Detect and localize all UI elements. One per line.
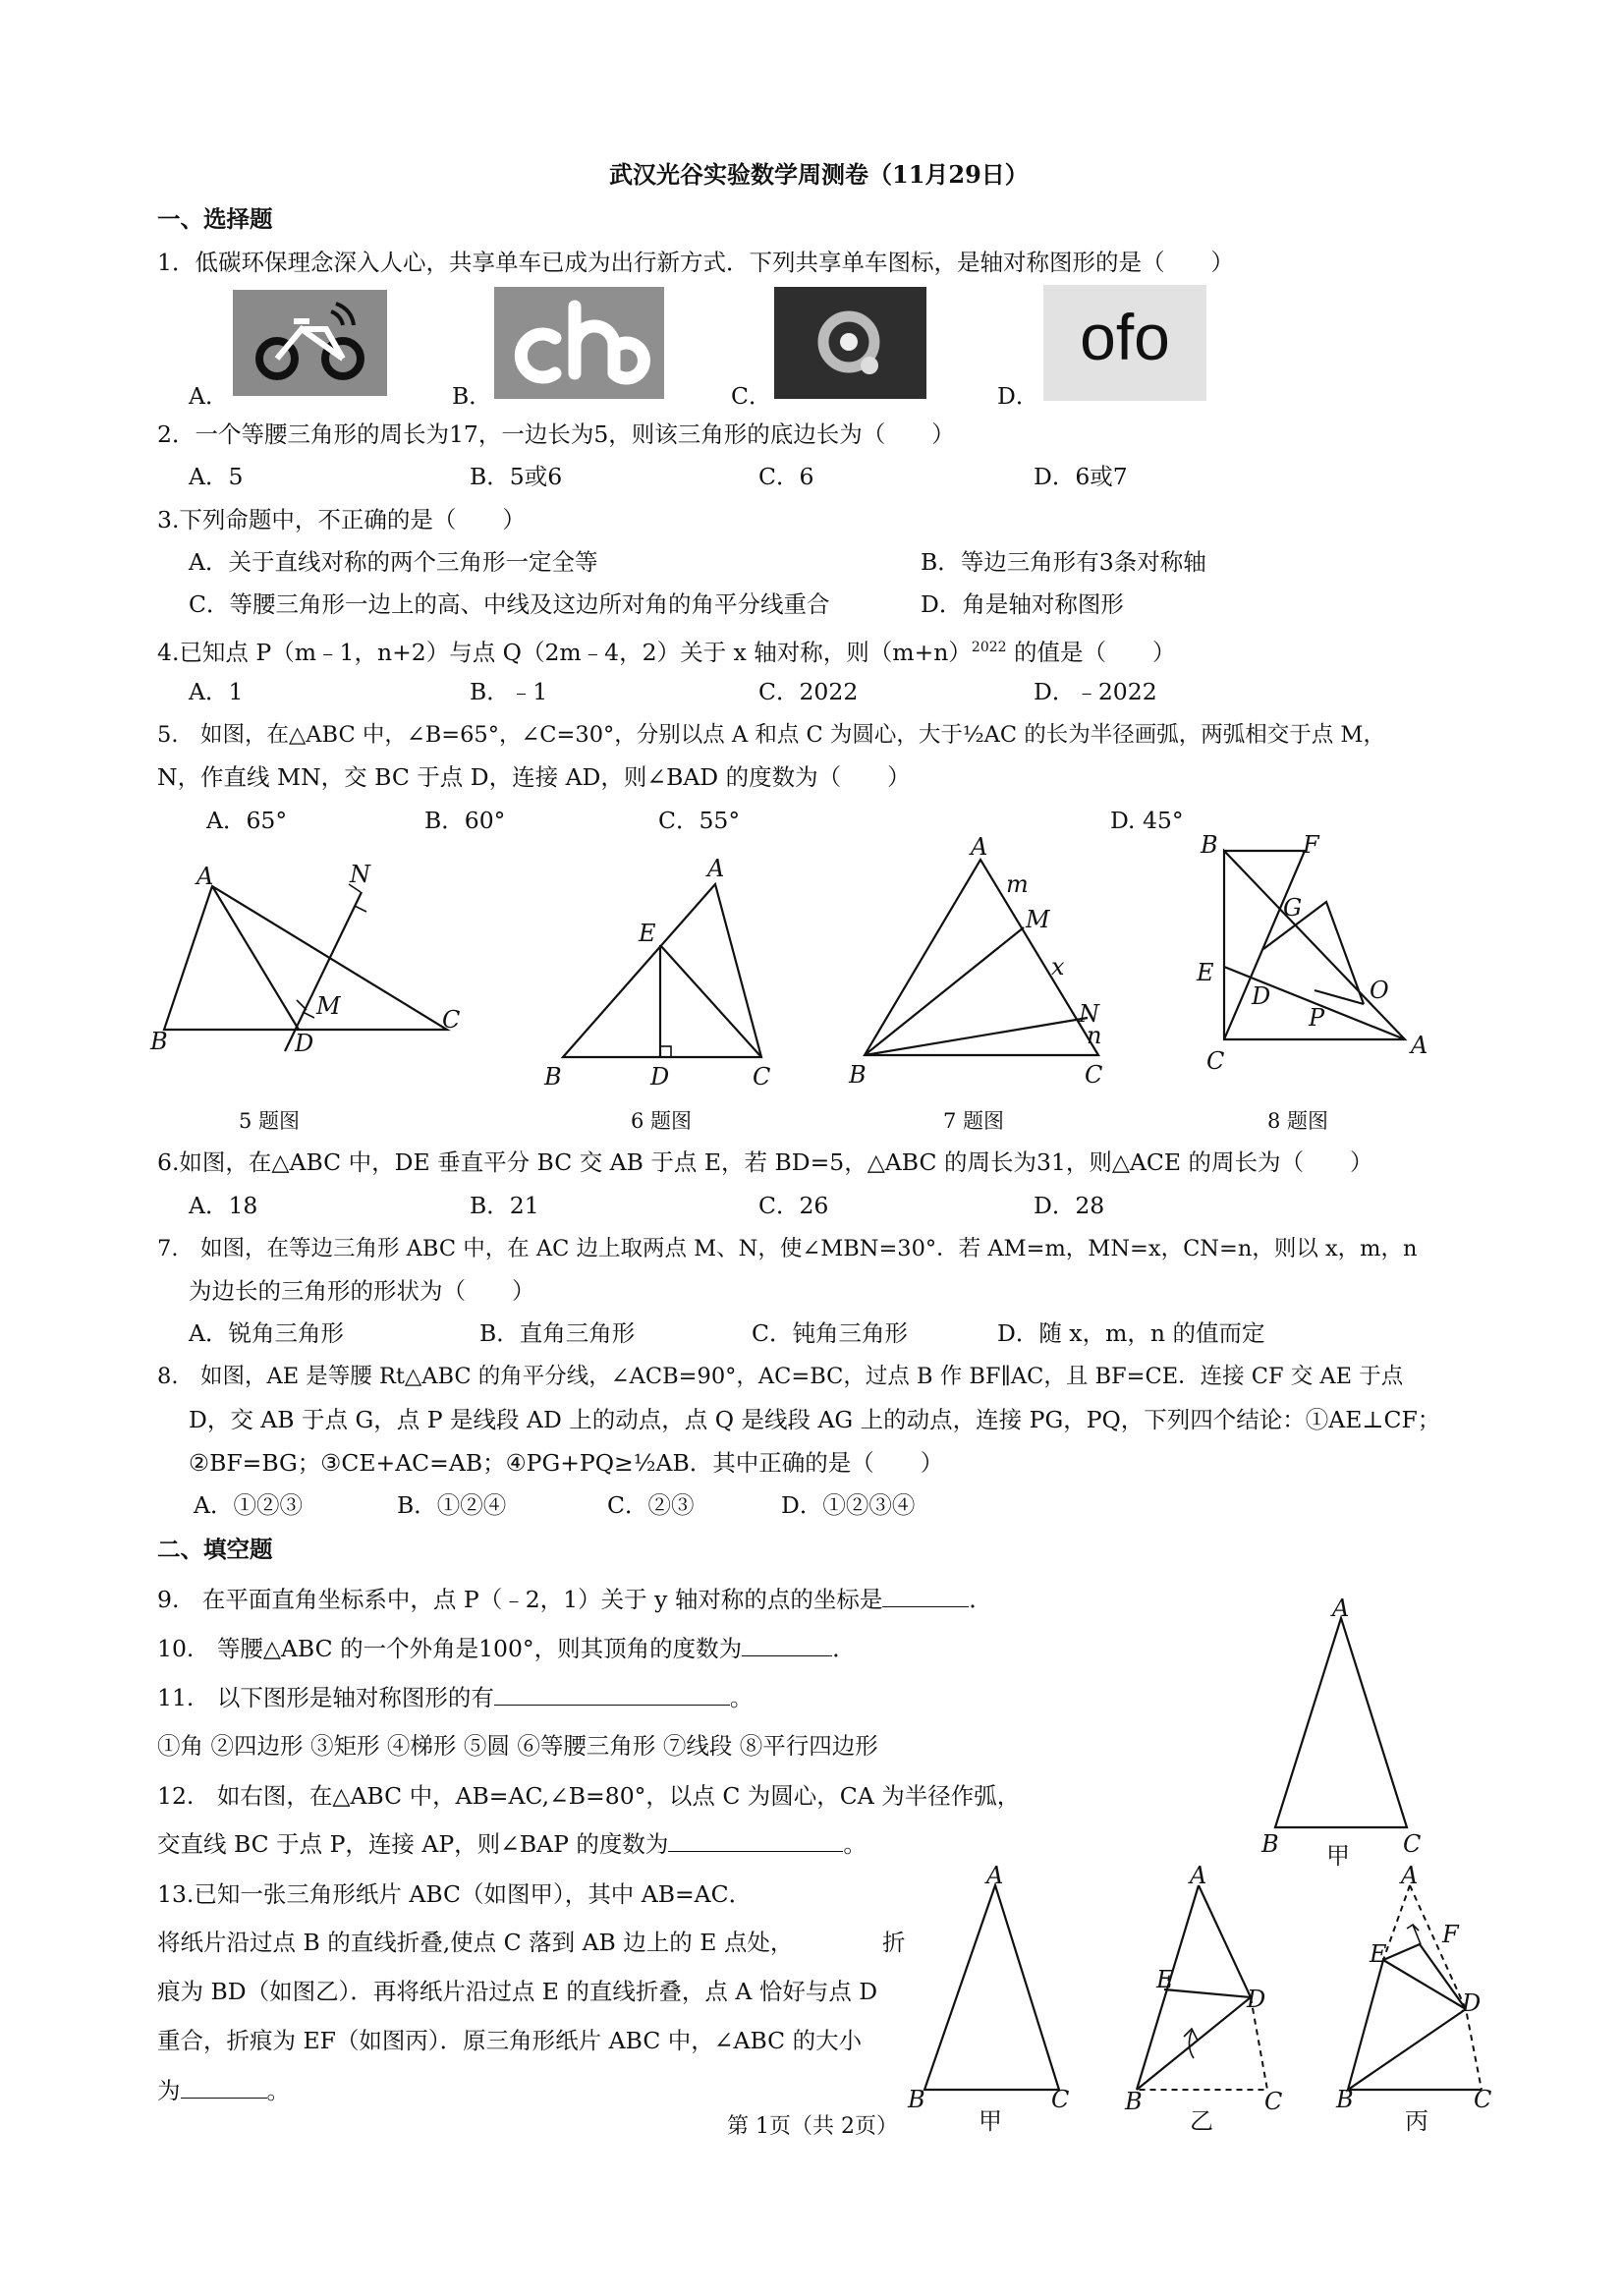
question-8-line-2: D，交 AB 于点 G，点 P 是线段 AD 上的动点，点 Q 是线段 AG 上的动点，连接 PG，PQ，下列四个结论：①AE⊥CF； bbox=[189, 1406, 1441, 1433]
q5-option-d: D. 45° bbox=[1110, 807, 1184, 834]
question-13-line-5 bbox=[157, 2076, 290, 2105]
question-5-line-1: 5. 如图，在△ABC 中，∠B=65°，∠C=30°，分别以点 A 和点 C 为圆心，大于½AC 的长为半径画弧，两弧相交于点 M， bbox=[157, 722, 1385, 748]
question-4-stem bbox=[157, 633, 1176, 667]
fig5-caption: 5 题图 bbox=[239, 1109, 301, 1133]
section-fill-heading: 二、填空题 bbox=[157, 1536, 273, 1563]
q13-answer-blank[interactable] bbox=[181, 2078, 267, 2099]
q3-option-b: B．等边三角形有3条对称轴 bbox=[921, 548, 1206, 576]
question-9 bbox=[157, 1585, 992, 1614]
q1-option-d: D． bbox=[997, 382, 1039, 410]
q9-end: ． bbox=[969, 1586, 992, 1613]
q2-option-c: C．6 bbox=[758, 463, 814, 490]
fig12-label-b: B bbox=[1261, 1830, 1279, 1858]
fig13-yi-label-yi: 乙 bbox=[1190, 2107, 1213, 2135]
fig8-label-b: B bbox=[1201, 831, 1218, 859]
fig13-bing-label-a: A bbox=[1401, 1862, 1419, 1889]
q3-option-d: D．角是轴对称图形 bbox=[921, 590, 1124, 618]
page-footer: 第 1页（共 2页） bbox=[727, 2114, 898, 2139]
q11-answer-blank[interactable] bbox=[494, 1685, 730, 1706]
q10-answer-blank[interactable] bbox=[742, 1636, 832, 1656]
q13-end: 。 bbox=[266, 2077, 290, 2104]
question-13-line-2a: 将纸片沿过点 B 的直线折叠,使点 C 落到 AB 边上的 E 点处， bbox=[157, 1929, 794, 1956]
q1-option-c: C． bbox=[731, 382, 772, 410]
fig13-bing-label-c: C bbox=[1474, 2086, 1492, 2113]
q4-exponent: 2022 bbox=[971, 640, 1007, 655]
fig13-yi-label-a: A bbox=[1190, 1862, 1207, 1889]
q7-option-b: B．直角三角形 bbox=[479, 1319, 636, 1347]
q10-end: ． bbox=[832, 1635, 856, 1662]
fig5-label-n: N bbox=[350, 861, 370, 888]
fig6-label-c: C bbox=[753, 1063, 771, 1091]
q7-option-d: D．随 x，m，n 的值而定 bbox=[997, 1319, 1265, 1347]
q8-option-a: A．①②③ bbox=[194, 1491, 303, 1519]
figure-13-yi bbox=[1115, 1862, 1292, 2137]
fig7-label-n: N bbox=[1079, 1000, 1099, 1028]
question-13-line-3: 痕为 BD（如图乙）．再将纸片沿过点 E 的直线折叠，点 A 恰好与点 D bbox=[157, 1978, 878, 2005]
question-12-line-1: 12. 如右图，在△ABC 中，AB=AC,∠B=80°，以点 C 为圆心，CA 为半径作弧， bbox=[157, 1782, 1021, 1810]
fig7-label-a: A bbox=[971, 833, 988, 861]
figure-8 bbox=[1189, 833, 1444, 1079]
question-12-line-2 bbox=[157, 1829, 867, 1859]
fig8-label-d: D bbox=[1252, 982, 1271, 1010]
fig8-label-f: F bbox=[1303, 831, 1319, 859]
figure-13-bing bbox=[1326, 1862, 1503, 2137]
fig7-label-x: x bbox=[1051, 953, 1065, 980]
q9-answer-blank[interactable] bbox=[882, 1587, 969, 1607]
q5-option-b: B．60° bbox=[424, 807, 506, 834]
q12-answer-blank[interactable] bbox=[668, 1831, 843, 1852]
fig13-bing-label-e: E bbox=[1370, 1940, 1387, 1968]
q5-option-a: A．65° bbox=[206, 807, 288, 834]
fig7-caption: 7 题图 bbox=[943, 1109, 1005, 1133]
fig8-label-e: E bbox=[1197, 959, 1214, 986]
q11-text: 11. 以下图形是轴对称图形的有 bbox=[157, 1684, 494, 1711]
fig7-label-b: B bbox=[849, 1061, 867, 1089]
q2-option-d: D．6或7 bbox=[1034, 463, 1128, 490]
q1-option-a: A． bbox=[189, 382, 229, 410]
q4-option-b: B．﹣1 bbox=[470, 678, 548, 705]
fig6-label-b: B bbox=[544, 1063, 562, 1091]
ofo-logo-icon bbox=[1043, 285, 1206, 401]
q12-end: 。 bbox=[843, 1830, 867, 1858]
q10-text: 10. 等腰△ABC 的一个外角是100°，则其顶角的度数为 bbox=[157, 1635, 743, 1662]
fig8-label-o: O bbox=[1370, 977, 1389, 1004]
fig13-jia-label-b: B bbox=[908, 2086, 925, 2113]
q6-option-d: D．28 bbox=[1034, 1192, 1105, 1219]
fig8-caption: 8 题图 bbox=[1267, 1109, 1329, 1133]
question-13-line-1: 13.已知一张三角形纸片 ABC（如图甲），其中 AB=AC． bbox=[157, 1880, 753, 1908]
fig8-label-p: P bbox=[1309, 1004, 1325, 1032]
question-13-line-2b: 折 bbox=[882, 1929, 906, 1956]
question-8-line-3: ②BF=BG；③CE+AC=AB；④PG+PQ≥½AB．其中正确的是（ ） bbox=[189, 1449, 944, 1477]
q11-end: 。 bbox=[729, 1684, 754, 1711]
fig6-caption: 6 题图 bbox=[631, 1109, 693, 1133]
q5-option-c: C．55° bbox=[658, 807, 741, 834]
q11-items: ①角 ②四边形 ③矩形 ④梯形 ⑤圆 ⑥等腰三角形 ⑦线段 ⑧平行四边形 bbox=[157, 1732, 878, 1760]
question-7-line-2: 为边长的三角形的形状为（ ） bbox=[189, 1277, 535, 1305]
fig12-label-c: C bbox=[1403, 1830, 1422, 1858]
fig7-label-n-side: n bbox=[1087, 1022, 1102, 1049]
fig13-bing-label-bing: 丙 bbox=[1405, 2107, 1428, 2135]
fig6-label-e: E bbox=[639, 920, 656, 947]
question-13-line-4: 重合，折痕为 EF（如图丙）．原三角形纸片 ABC 中，∠ABC 的大小 bbox=[157, 2027, 863, 2054]
fig12-label-a: A bbox=[1332, 1595, 1350, 1622]
figure-7 bbox=[845, 835, 1120, 1091]
fig8-label-c: C bbox=[1206, 1047, 1225, 1075]
question-3-stem: 3.下列命题中，不正确的是（ ） bbox=[157, 506, 526, 533]
q6-option-b: B．21 bbox=[470, 1192, 539, 1219]
fig5-label-m: M bbox=[316, 992, 341, 1020]
q6-option-a: A．18 bbox=[189, 1192, 258, 1219]
q1-option-b: B． bbox=[452, 382, 492, 410]
question-6-stem: 6.如图，在△ABC 中，DE 垂直平分 BC 交 AB 于点 E，若 BD=5，△ABC 的周长为31，则△ACE 的周长为（ ） bbox=[157, 1148, 1373, 1176]
fig7-label-m: M bbox=[1026, 906, 1050, 933]
question-2-stem: 2．一个等腰三角形的周长为17，一边长为5，则该三角形的底边长为（ ） bbox=[157, 420, 955, 448]
figure-12 bbox=[1248, 1595, 1425, 1870]
q8-option-d: D．①②③④ bbox=[781, 1491, 916, 1519]
fig8-label-a: A bbox=[1411, 1032, 1428, 1059]
q3-option-a: A．关于直线对称的两个三角形一定全等 bbox=[189, 548, 598, 576]
fig13-bing-label-b: B bbox=[1336, 2086, 1354, 2113]
q4-stem-main: 4.已知点 P（m﹣1，n+2）与点 Q（2m﹣4，2）关于 x 轴对称，则（m+n） bbox=[157, 638, 972, 666]
question-1-stem: 1．低碳环保理念深入人心，共享单车已成为出行新方式．下列共享单车图标，是轴对称图形的是（ ） bbox=[157, 249, 1234, 276]
figure-5 bbox=[147, 855, 472, 1071]
fig13-yi-label-d: D bbox=[1247, 1986, 1266, 2013]
q9-text: 9. 在平面直角坐标系中，点 P（﹣2，1）关于 y 轴对称的点的坐标是 bbox=[157, 1586, 883, 1613]
q4-stem-tail: 的值是（ ） bbox=[1006, 638, 1176, 666]
fig6-label-d: D bbox=[650, 1063, 670, 1091]
fig5-label-d: D bbox=[295, 1030, 314, 1057]
fig13-jia-label-c: C bbox=[1051, 2086, 1070, 2113]
fig13-yi-label-b: B bbox=[1125, 2088, 1143, 2115]
q4-option-c: C．2022 bbox=[758, 678, 859, 705]
fig13-jia-label-a: A bbox=[986, 1862, 1004, 1889]
q12-text: 交直线 BC 于点 P，连接 AP，则∠BAP 的度数为 bbox=[157, 1830, 669, 1858]
fig7-label-c: C bbox=[1085, 1061, 1103, 1089]
fig13-jia-label-jia: 甲 bbox=[979, 2107, 1002, 2135]
q8-option-c: C．②③ bbox=[607, 1491, 695, 1519]
hellobike-logo-icon bbox=[494, 287, 664, 399]
q2-option-a: A．5 bbox=[189, 463, 244, 490]
q6-option-c: C．26 bbox=[758, 1192, 829, 1219]
question-10 bbox=[157, 1634, 856, 1663]
question-7-line-1: 7. 如图，在等边三角形 ABC 中，在 AC 边上取两点 M、N，使∠MBN=30°．若 AM=m，MN=x，CN=n，则以 x，m，n bbox=[157, 1236, 1418, 1261]
q8-option-b: B．①②④ bbox=[397, 1491, 507, 1519]
fig13-yi-label-e: E bbox=[1156, 1966, 1174, 1993]
q2-option-b: B．5或6 bbox=[470, 463, 563, 490]
fig5-label-c: C bbox=[442, 1006, 461, 1034]
fig13-bing-label-d: D bbox=[1462, 1989, 1482, 2017]
q4-option-a: A．1 bbox=[189, 678, 244, 705]
ofo-logo-text: ofo bbox=[1080, 301, 1170, 373]
question-11 bbox=[157, 1683, 753, 1712]
section-choice-heading: 一、选择题 bbox=[157, 205, 273, 233]
q3-option-c: C．等腰三角形一边上的高、中线及这边所对角的角平分线重合 bbox=[189, 590, 830, 618]
fig8-label-g: G bbox=[1283, 894, 1303, 922]
fig12-label-jia: 甲 bbox=[1326, 1842, 1350, 1870]
figure-6 bbox=[540, 855, 786, 1091]
fig13-bing-label-f: F bbox=[1442, 1921, 1459, 1948]
fig5-label-b: B bbox=[150, 1028, 168, 1055]
q13-text: 为 bbox=[157, 2077, 181, 2104]
question-8-line-1: 8. 如图，AE 是等腰 Rt△ABC 的角平分线，∠ACB=90°，AC=BC，过点 B 作 BF∥AC，且 BF=CE．连接 CF 交 AE 于点 bbox=[157, 1364, 1404, 1389]
q7-option-a: A．锐角三角形 bbox=[189, 1319, 344, 1347]
fig5-label-a: A bbox=[196, 863, 214, 890]
bike-logo-icon bbox=[233, 290, 387, 396]
fig6-label-a: A bbox=[707, 855, 725, 882]
q-logo-icon bbox=[774, 287, 926, 399]
figure-13-jia bbox=[904, 1862, 1081, 2137]
q7-option-c: C．钝角三角形 bbox=[752, 1319, 908, 1347]
page-title: 武汉光谷实验数学周测卷（11月29日） bbox=[609, 160, 1029, 189]
q4-option-d: D．﹣2022 bbox=[1034, 678, 1157, 705]
fig7-label-m-side: m bbox=[1006, 870, 1029, 898]
question-5-line-2: N，作直线 MN，交 BC 于点 D，连接 AD，则∠BAD 的度数为（ ） bbox=[157, 763, 911, 791]
fig13-yi-label-c: C bbox=[1264, 2088, 1283, 2115]
